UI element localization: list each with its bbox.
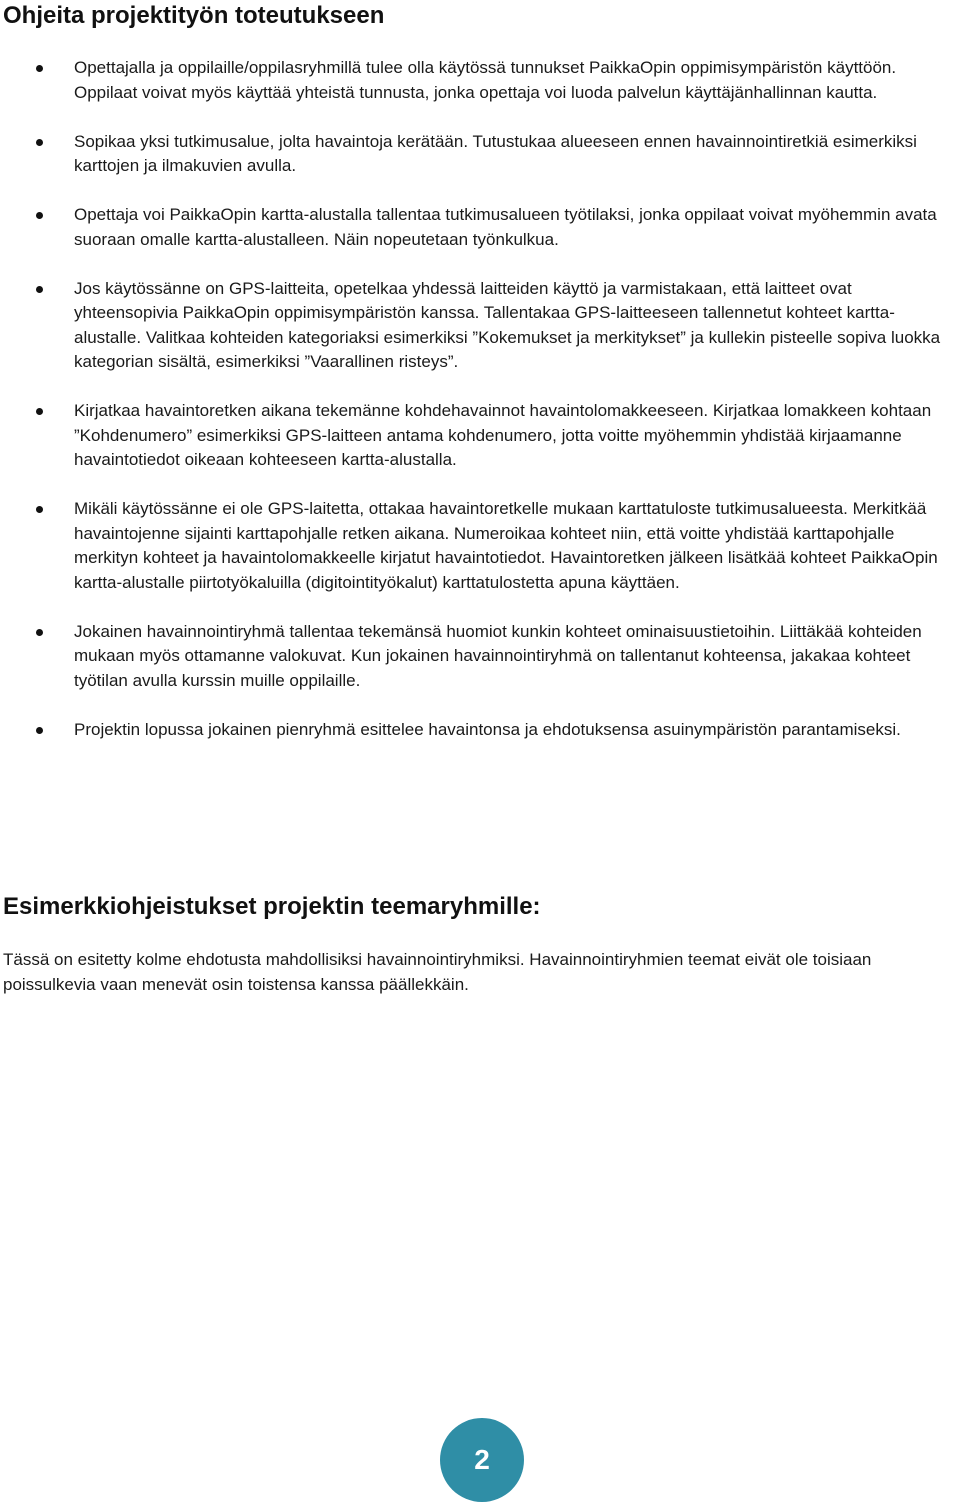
bullet-icon: [36, 629, 43, 636]
section-heading: Esimerkkiohjeistukset projektin teemaryhmille:: [3, 893, 541, 920]
list-item: [0, 203, 960, 252]
list-item: [0, 620, 960, 694]
bullet-icon: [36, 286, 43, 293]
bullet-icon: [36, 212, 43, 219]
bullet-icon: [36, 139, 43, 146]
list-item-text: Jos käytössänne on GPS-laitteita, opetelkaa yhdessä laitteiden käyttö ja varmistakaan, että laitteet ovat yhteensopivia PaikkaOpin oppimisympäristön kanssa. Tallentakaa GPS-laitteeseen tallennetut kohteet kartta-alustalle. Valitkaa kohteiden kategoriaksi esimerkiksi ”Kokemukset ja merkitykset” ja kullekin pisteelle sopiva luokka kategorian sisältä, esimerkiksi ”Vaarallinen risteys”.: [74, 278, 941, 371]
page-number-badge: [440, 1418, 524, 1502]
list-item: [0, 399, 960, 473]
section-intro-paragraph: Tässä on esitetty kolme ehdotusta mahdollisiksi havainnointiryhmiksi. Havainnointiryhmien teemat eivät ole toisiaan poissulkevia vaan menevät osin toistensa kanssa päällekkäin.: [3, 950, 872, 994]
page-number: 2: [474, 1444, 490, 1475]
list-item: [0, 277, 960, 375]
list-item-text: Jokainen havainnointiryhmä tallentaa tekemänsä huomiot kunkin kohteet ominaisuustietoihin. Liittäkää kohteiden mukaan myös ottamanne valokuvat. Kun jokainen havainnointiryhmä on tallentanut kohteensa, jakakaa kohteet työtilan avulla kurssin muille oppilaille.: [74, 621, 922, 690]
list-item: [0, 130, 960, 179]
instruction-list: [0, 56, 960, 742]
list-item-text: Opettajalla ja oppilaille/oppilasryhmillä tulee olla käytössä tunnukset PaikkaOpin oppimisympäristön käyttöön. Oppilaat voivat myös käyttää yhteistä tunnusta, jonka opettaja voi luoda palvelun käyttäjänhallinnan kautta.: [74, 58, 897, 102]
page-heading: Ohjeita projektityön toteutukseen: [3, 2, 385, 29]
list-item: [0, 497, 960, 595]
list-item-text: Kirjatkaa havaintoretken aikana tekemänne kohdehavainnot havaintolomakkeeseen. Kirjatkaa lomakkeen kohtaan ”Kohdenumero” esimerkiksi GPS-laitteen antama kohdenumero, jotta voitte myöhemmin yhdistää kirjaamanne havaintotiedot oikeaan kohteeseen kartta-alustalla.: [74, 401, 932, 469]
list-item: [0, 718, 960, 743]
list-item-text: Sopikaa yksi tutkimusalue, jolta havaintoja kerätään. Tutustukaa alueeseen ennen havainnointiretkiä esimerkiksi karttojen ja ilmakuvien avulla.: [74, 131, 917, 175]
bullet-icon: [36, 408, 43, 415]
bullet-icon: [36, 727, 43, 734]
list-item-text: Mikäli käytössänne ei ole GPS-laitetta, ottakaa havaintoretkelle mukaan karttatuloste tutkimusalueesta. Merkitkää havaintojenne sijainti karttapohjalle retken aikana. Numeroikaa kohteet niin, että voitte yhdistää karttapohjalle merkityn kohteet ja havaintolomakkeelle kirjatut havaintotiedot. Havaintoretken jälkeen lisätkää kohteet PaikkaOpin kartta-alustalle piirtotyökaluilla (digitointityökalut) karttatulostetta apuna käyttäen.: [74, 499, 938, 592]
list-item: [0, 56, 960, 105]
list-item-text: Projektin lopussa jokainen pienryhmä esittelee havaintonsa ja ehdotuksensa asuinympäristön parantamiseksi.: [74, 719, 901, 739]
bullet-icon: [36, 506, 43, 513]
list-item-text: Opettaja voi PaikkaOpin kartta-alustalla tallentaa tutkimusalueen työtilaksi, jonka oppilaat voivat myöhemmin avata suoraan omalle kartta-alustalleen. Näin nopeutetaan työnkulkua.: [74, 205, 937, 249]
bullet-icon: [36, 65, 43, 72]
